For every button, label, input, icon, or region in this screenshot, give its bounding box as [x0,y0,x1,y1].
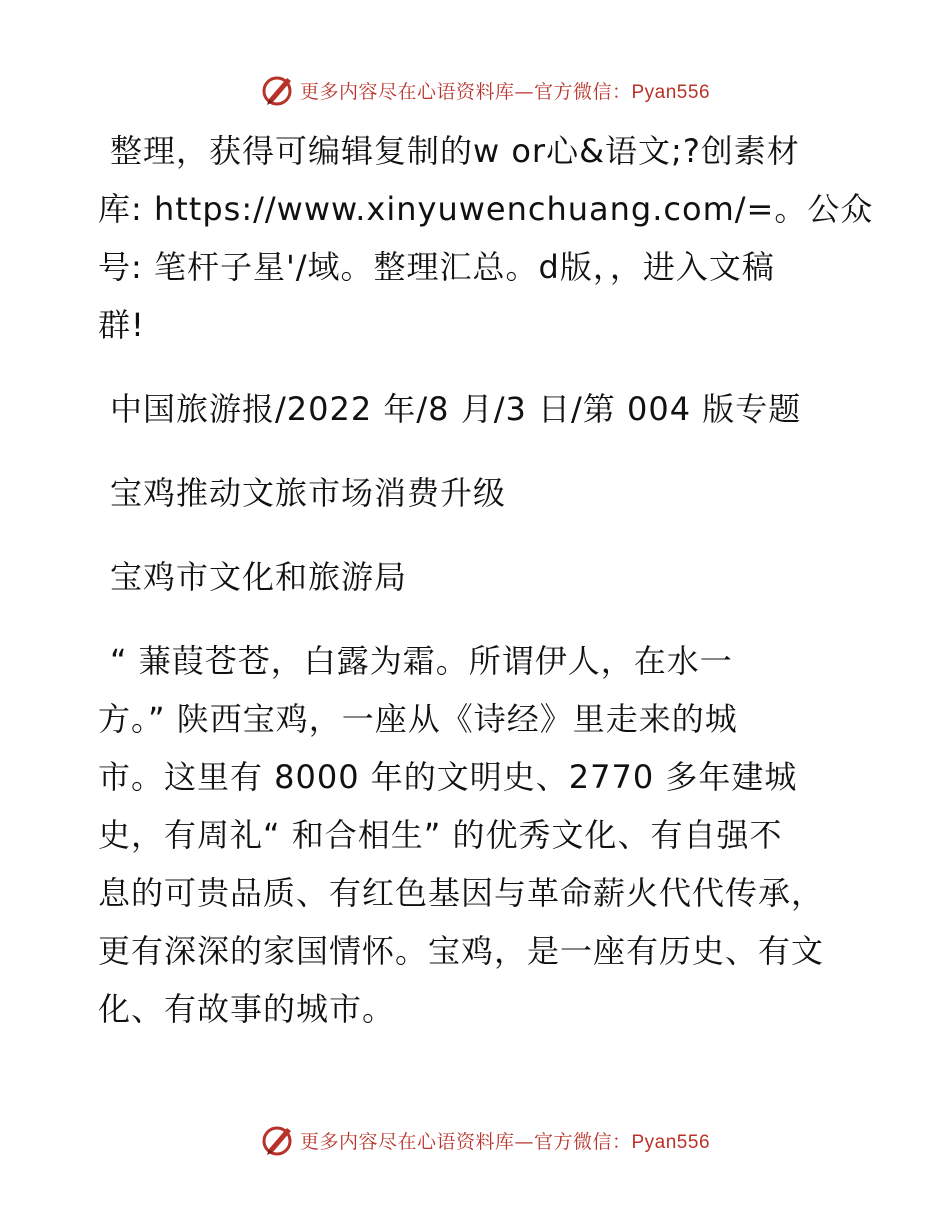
article-title: 宝鸡推动文旅市场消费升级 [110,474,507,512]
footer-watermark-banner [0,1120,950,1160]
body-line: 更有深深的家国情怀。宝鸡，是一座有历史、有文 [98,932,825,970]
banner-text: 更多内容尽在心语资料库—官方微信：Pyan556 [299,80,711,103]
intro-line: 整理，获得可编辑复制的w or心&语文;?创素材 [110,132,800,170]
document-body [98,122,874,1038]
author-line: 宝鸡市文化和旅游局 [110,558,408,596]
pen-logo-icon [260,72,296,108]
source-line: 中国旅游报/2022 年/8 月/3 日/第 004 版专题 [110,390,802,428]
body-line: “ 蒹葭苍苍，白露为霜。所谓伊人，在水一 [110,642,733,680]
intro-line: 库: https://www.xinyuwenchuang.com/=。公众 [98,190,874,228]
banner-text: 更多内容尽在心语资料库—官方微信：Pyan556 [299,1130,711,1153]
pen-logo-icon [260,1122,296,1158]
body-line: 市。这里有 8000 年的文明史、2770 多年建城 [98,758,798,796]
header-watermark-banner [0,70,950,110]
body-line: 史，有周礼“ 和合相生” 的优秀文化、有自强不 [98,816,783,854]
wechat-id: Pyan556 [631,1131,711,1153]
body-line: 息的可贵品质、有红色基因与革命薪火代代传承， [98,874,825,912]
wechat-id: Pyan556 [631,81,711,103]
body-line: 化、有故事的城市。 [98,990,396,1028]
body-line: 方。” 陕西宝鸡，一座从《诗经》里走来的城 [98,700,738,738]
intro-line: 群! [98,306,145,344]
intro-line: 号: 笔杆子星'/域。整理汇总。d版，，进入文稿 [98,248,775,286]
